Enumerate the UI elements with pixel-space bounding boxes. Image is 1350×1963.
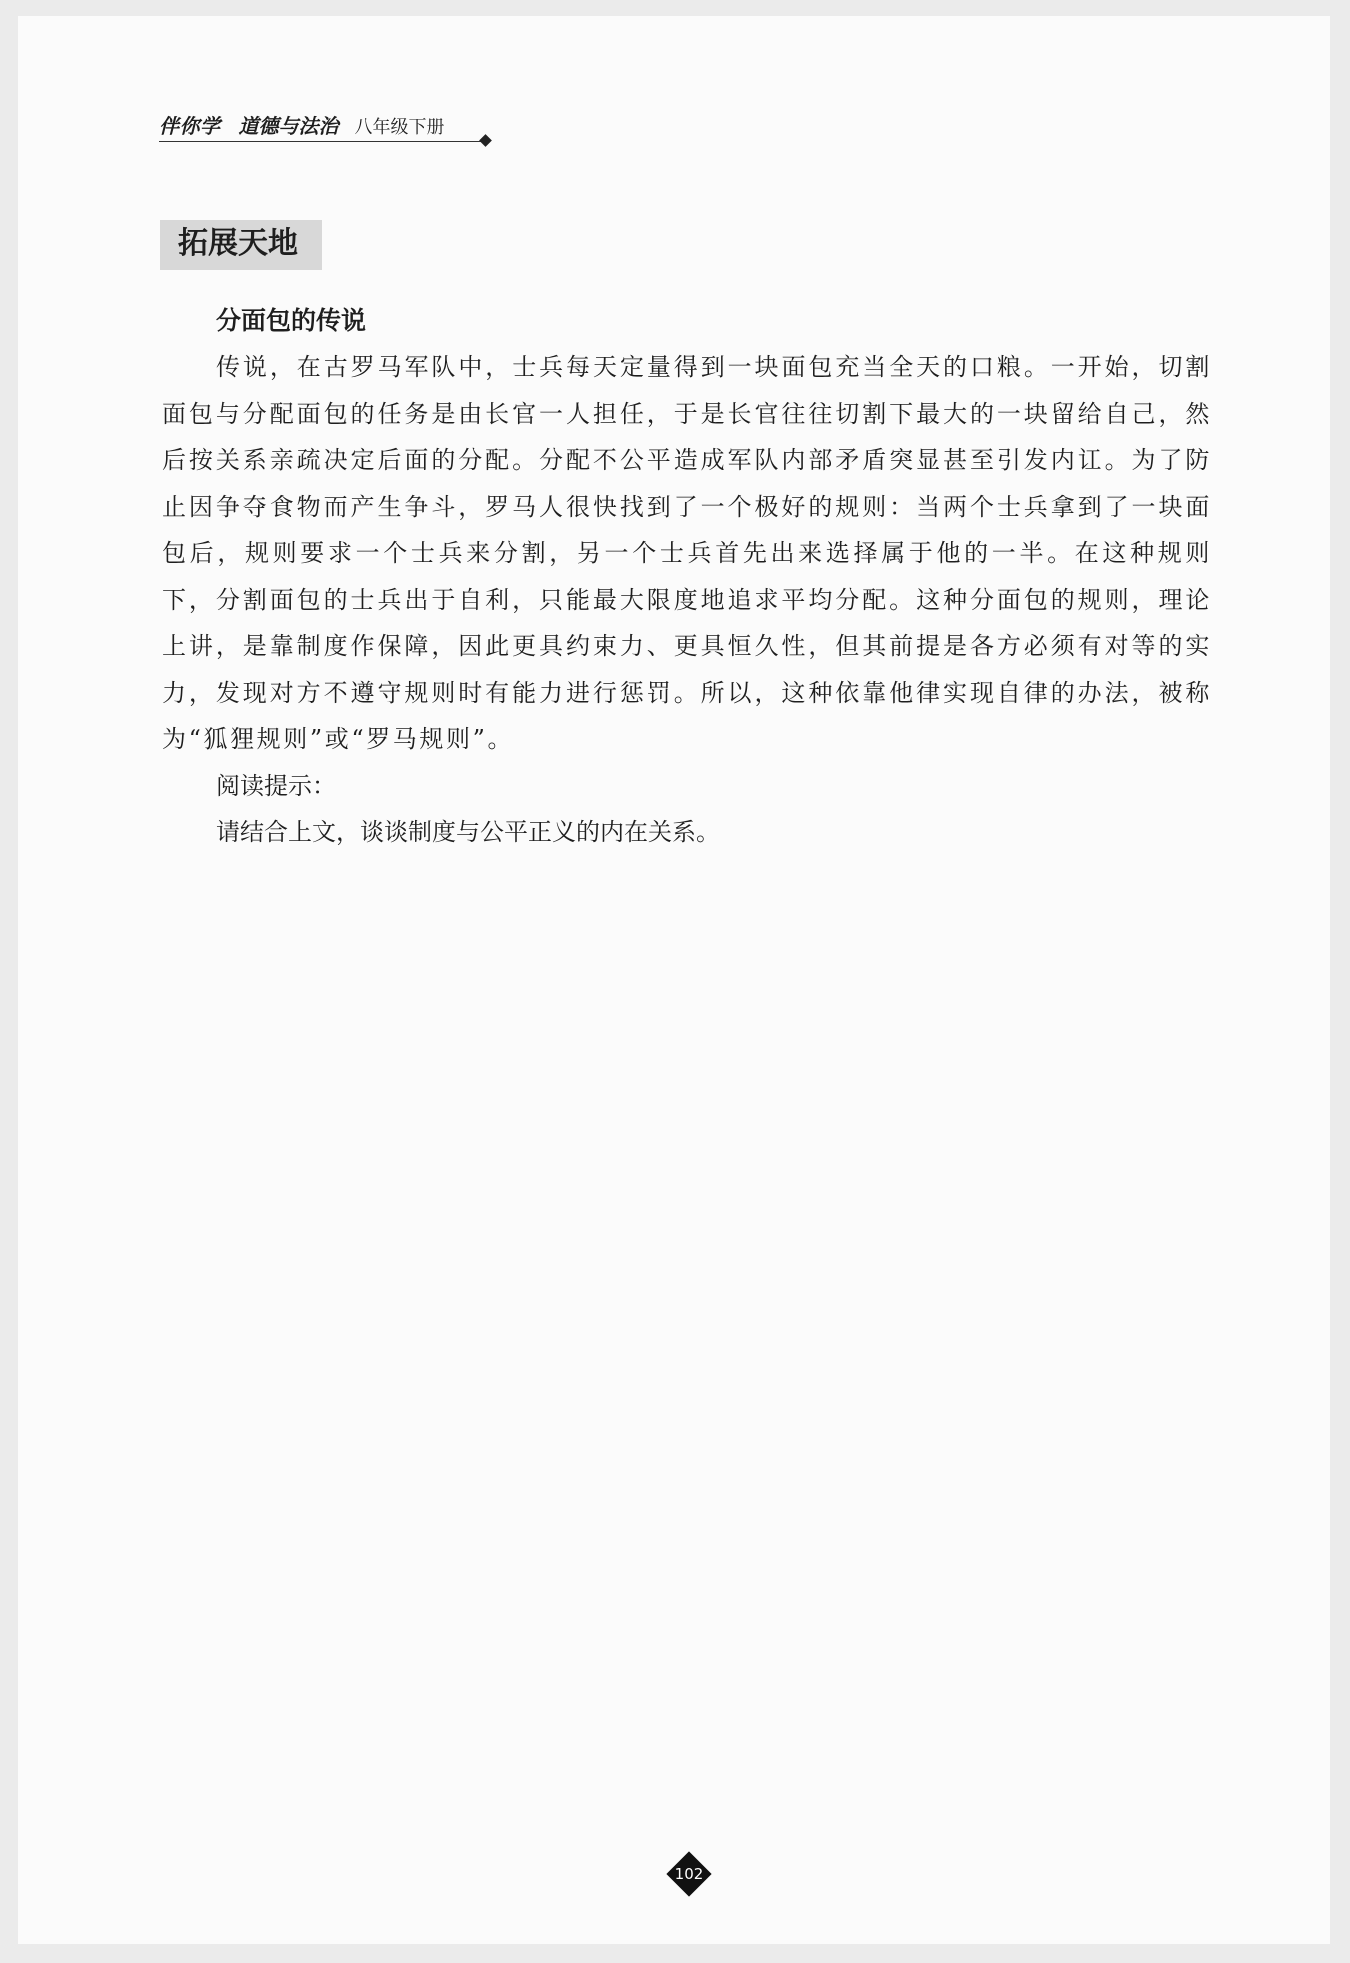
header-series: 伴你学 [159, 114, 221, 138]
section-label [160, 220, 322, 270]
page-number-text: 102 [674, 1865, 704, 1883]
header-text [159, 112, 445, 142]
header-rule [159, 141, 481, 142]
page-number [667, 1852, 711, 1896]
content [162, 298, 1212, 856]
reading-tip-label: 阅读提示： [216, 771, 336, 800]
header-subject: 道德与法治 [238, 114, 339, 138]
article-title: 分面包的传说 [216, 306, 367, 335]
reading-tip-text: 请结合上文，谈谈制度与公平正义的内在关系。 [216, 818, 720, 846]
article-body: 传说，在古罗马军队中，士兵每天定量得到一块面包充当全天的口粮。一开始，切割面包与分配面包的任务是由长官一人担任，于是长官往往切割下最大的一块留给自己，然后按关系亲疏决定后面的分配。分配不公平造成军队内部矛盾突显甚至引发内讧。为了防止因争夺食物而产生争斗，罗马人很快找到了一个极好的规则：当两个士兵拿到了一块面包后，规则要求一个士兵来分割，另一个士兵首先出来选择属于他的一半。在这种规则下，分割面包的士兵出于自利，只能最大限度地追求平均分配。这种分面包的规则，理论上讲，是靠制度作保障，因此更具约束力、更具恒久性，但其前提是各方必须有对等的实力，发现对方不遵守规则时有能力进行惩罚。所以，这种依靠他律实现自律的办法，被称为“狐狸规则”或“罗马规则”。 [162, 353, 1212, 753]
header-grade: 八年级下册 [354, 117, 445, 138]
section-label-text: 拓展天地 [178, 226, 298, 261]
running-header [159, 112, 489, 142]
